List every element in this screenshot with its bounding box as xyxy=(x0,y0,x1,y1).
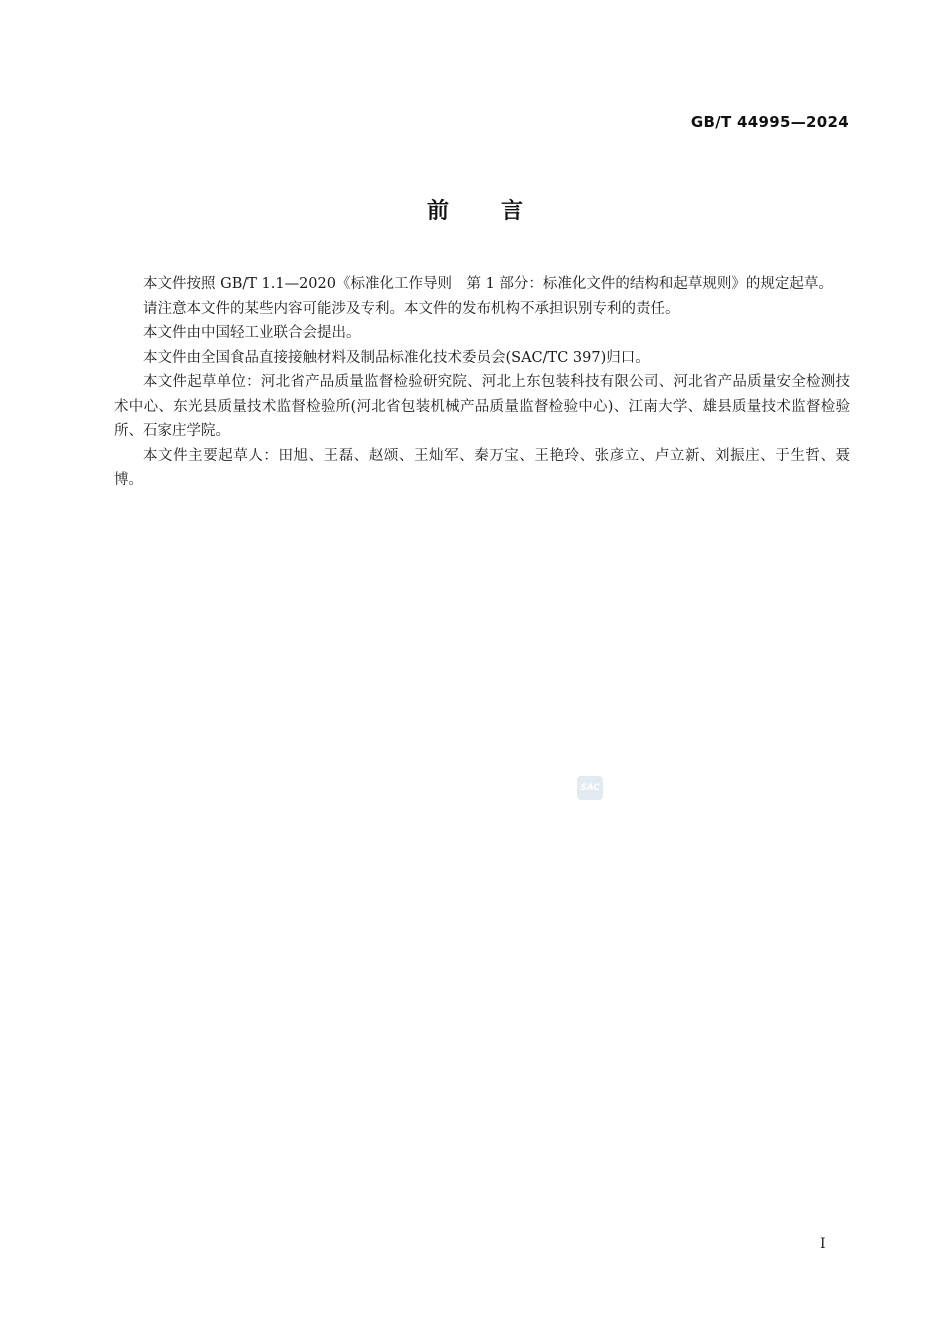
paragraph-drafters: 本文件主要起草人：田旭、王磊、赵颂、王灿军、秦万宝、王艳玲、张彦立、卢立新、刘振庄、于生哲、聂博。 xyxy=(114,447,850,488)
foreword-body xyxy=(114,272,850,493)
standard-code: GB/T 44995—2024 xyxy=(690,113,849,131)
paragraph-committee: 本文件由全国食品直接接触材料及制品标准化技术委员会(SAC/TC 397)归口。 xyxy=(143,349,650,366)
paragraph-patent-notice: 请注意本文件的某些内容可能涉及专利。本文件的发布机构不承担识别专利的责任。 xyxy=(143,300,680,317)
page-title: 前言 xyxy=(426,199,575,224)
paragraph-drafting-units: 本文件起草单位：河北省产品质量监督检验研究院、河北上东包装科技有限公司、河北省产品质量安全检测技术中心、东光县质量技术监督检验所(河北省包装机械产品质量监督检验中心)、江南大学、雄县质量技术监督检验所、石家庄学院。 xyxy=(114,374,850,439)
page-number: I xyxy=(820,1236,826,1252)
paragraph-proposer: 本文件由中国轻工业联合会提出。 xyxy=(143,325,361,341)
paragraph-drafting-rules: 本文件按照 GB/T 1.1—2020《标准化工作导则 第 1 部分：标准化文件的结构和起草规则》的规定起草。 xyxy=(143,276,833,292)
sac-logo-watermark: SAC xyxy=(577,776,603,800)
